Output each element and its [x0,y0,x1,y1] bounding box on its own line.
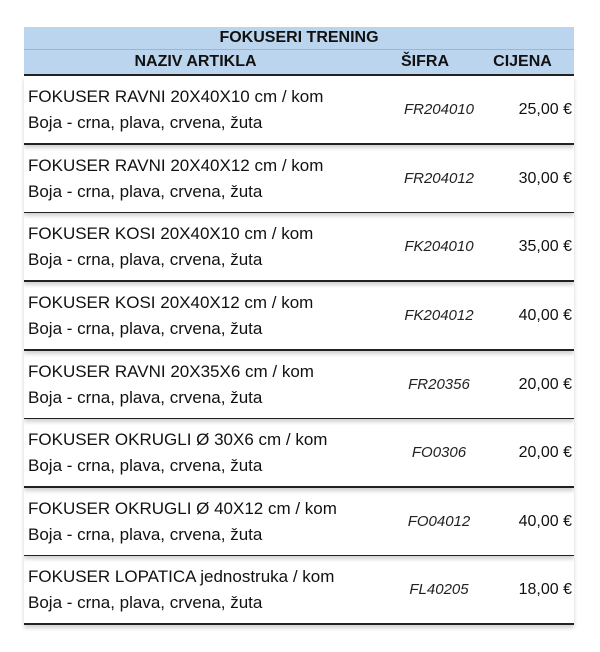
item-name: FOKUSER RAVNI 20X40X12 cm / kom [28,155,324,175]
table-row [24,488,574,556]
item-code: FK204012 [404,307,474,324]
item-name: FOKUSER KOSI 20X40X10 cm / kom [28,223,314,243]
item-name: FOKUSER RAVNI 20X40X10 cm / kom [28,86,324,106]
header-code: ŠIFRA [401,53,449,70]
table-row [24,76,574,145]
item-name: FOKUSER OKRUGLI Ø 40X12 cm / kom [28,498,337,518]
item-colors: Boja - crna, plava, crvena, žuta [28,455,263,475]
item-code: FO04012 [407,513,471,530]
item-name: FOKUSER OKRUGLI Ø 30X6 cm / kom [28,429,328,449]
column-headers [24,50,574,76]
item-colors: Boja - crna, plava, crvena, žuta [28,181,263,201]
item-description [24,290,392,342]
item-colors: Boja - crna, plava, crvena, žuta [28,524,263,544]
table-row [24,419,574,488]
item-name: FOKUSER LOPATICA jednostruka / kom [28,566,335,586]
item-price: 30,00 € [518,169,572,187]
item-code: FL40205 [409,581,469,598]
item-code: FR204010 [403,101,475,118]
item-name: FOKUSER RAVNI 20X35X6 cm / kom [28,361,314,381]
item-colors: Boja - crna, plava, crvena, žuta [28,249,263,269]
item-description [24,221,392,273]
table-row [24,145,574,213]
item-price: 40,00 € [518,512,572,530]
item-code: FR20356 [408,376,470,393]
price-table [24,27,574,625]
item-price: 35,00 € [518,237,572,255]
header-name: NAZIV ARTIKLA [134,53,257,70]
item-description [24,564,392,616]
item-colors: Boja - crna, plava, crvena, žuta [28,112,263,132]
item-description [24,84,392,136]
table-row [24,282,574,351]
item-price: 40,00 € [518,306,572,324]
item-colors: Boja - crna, plava, crvena, žuta [28,387,263,407]
item-name: FOKUSER KOSI 20X40X12 cm / kom [28,292,314,312]
item-code: FK204010 [404,238,474,255]
item-description [24,153,392,205]
item-price: 20,00 € [518,375,572,393]
table-title: FOKUSERI TRENING [24,27,574,50]
item-price: 20,00 € [518,443,572,461]
table-row [24,351,574,419]
item-price: 25,00 € [518,100,572,118]
item-colors: Boja - crna, plava, crvena, žuta [28,318,263,338]
item-description [24,359,392,411]
item-price: 18,00 € [518,580,572,598]
item-colors: Boja - crna, plava, crvena, žuta [28,592,263,612]
item-description [24,496,392,548]
table-row [24,213,574,282]
item-code: FR204012 [403,170,475,187]
table-row [24,556,574,625]
item-code: FO0306 [411,444,467,461]
item-description [24,427,392,479]
header-price: CIJENA [493,53,552,70]
